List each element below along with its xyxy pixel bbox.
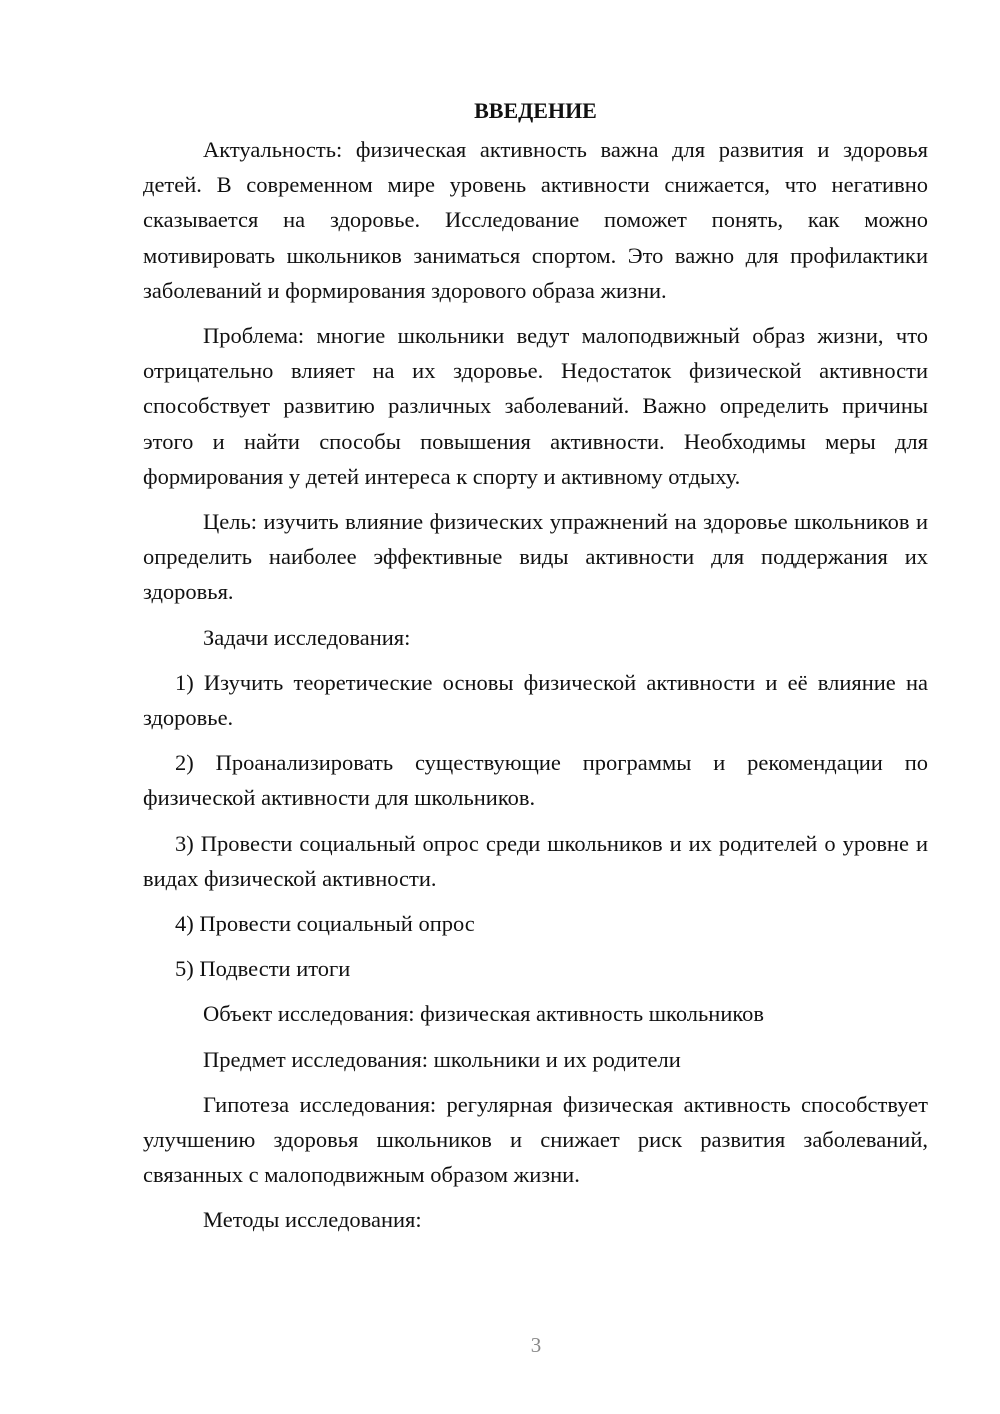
task-item-3: 3) Провести социальный опрос среди школьников и их родителей о уровне и видах физической активности. <box>143 830 928 891</box>
methods-heading: Методы исследования: <box>203 1207 422 1233</box>
relevance-paragraph: Актуальность: физическая активность важна для развития и здоровья детей. В современном мире уровень активности снижается, что негативно сказывается на здоровье. Исследование поможет понять, как можно мотивировать школьников заниматься спортом. Это важно для профилактики заболеваний и формирования здорового образа жизни. <box>143 137 928 303</box>
page-content <box>143 96 928 1238</box>
task-item-4: 4) Провести социальный опрос <box>175 911 475 937</box>
page-number: 3 <box>530 1333 542 1357</box>
goal-paragraph: Цель: изучить влияние физических упражнений на здоровье школьников и определить наиболее эффективные виды активности для поддержания их здоровья. <box>143 509 928 605</box>
object-paragraph: Объект исследования: физическая активность школьников <box>203 1001 765 1027</box>
task-item-2: 2) Проанализировать существующие программы и рекомендации по физической активности для школьников. <box>143 750 928 811</box>
hypothesis-paragraph: Гипотеза исследования: регулярная физическая активность способствует улучшению здоровья школьников и снижает риск развития заболеваний, связанных с малоподвижным образом жизни. <box>143 1091 928 1188</box>
problem-paragraph: Проблема: многие школьники ведут малоподвижный образ жизни, что отрицательно влияет на их здоровье. Недостаток физической активности способствует развитию различных заболеваний. Важно определить причины этого и найти способы повышения активности. Необходимы меры для формирования у детей интереса к спорту и активному отдыху. <box>143 323 928 489</box>
subject-paragraph: Предмет исследования: школьники и их родители <box>203 1046 681 1072</box>
tasks-heading: Задачи исследования: <box>203 624 411 650</box>
task-item-1: 1) Изучить теоретические основы физической активности и её влияние на здоровье. <box>143 669 928 731</box>
task-item-5: 5) Подвести итоги <box>175 956 351 982</box>
section-title: ВВЕДЕНИЕ <box>474 98 597 123</box>
